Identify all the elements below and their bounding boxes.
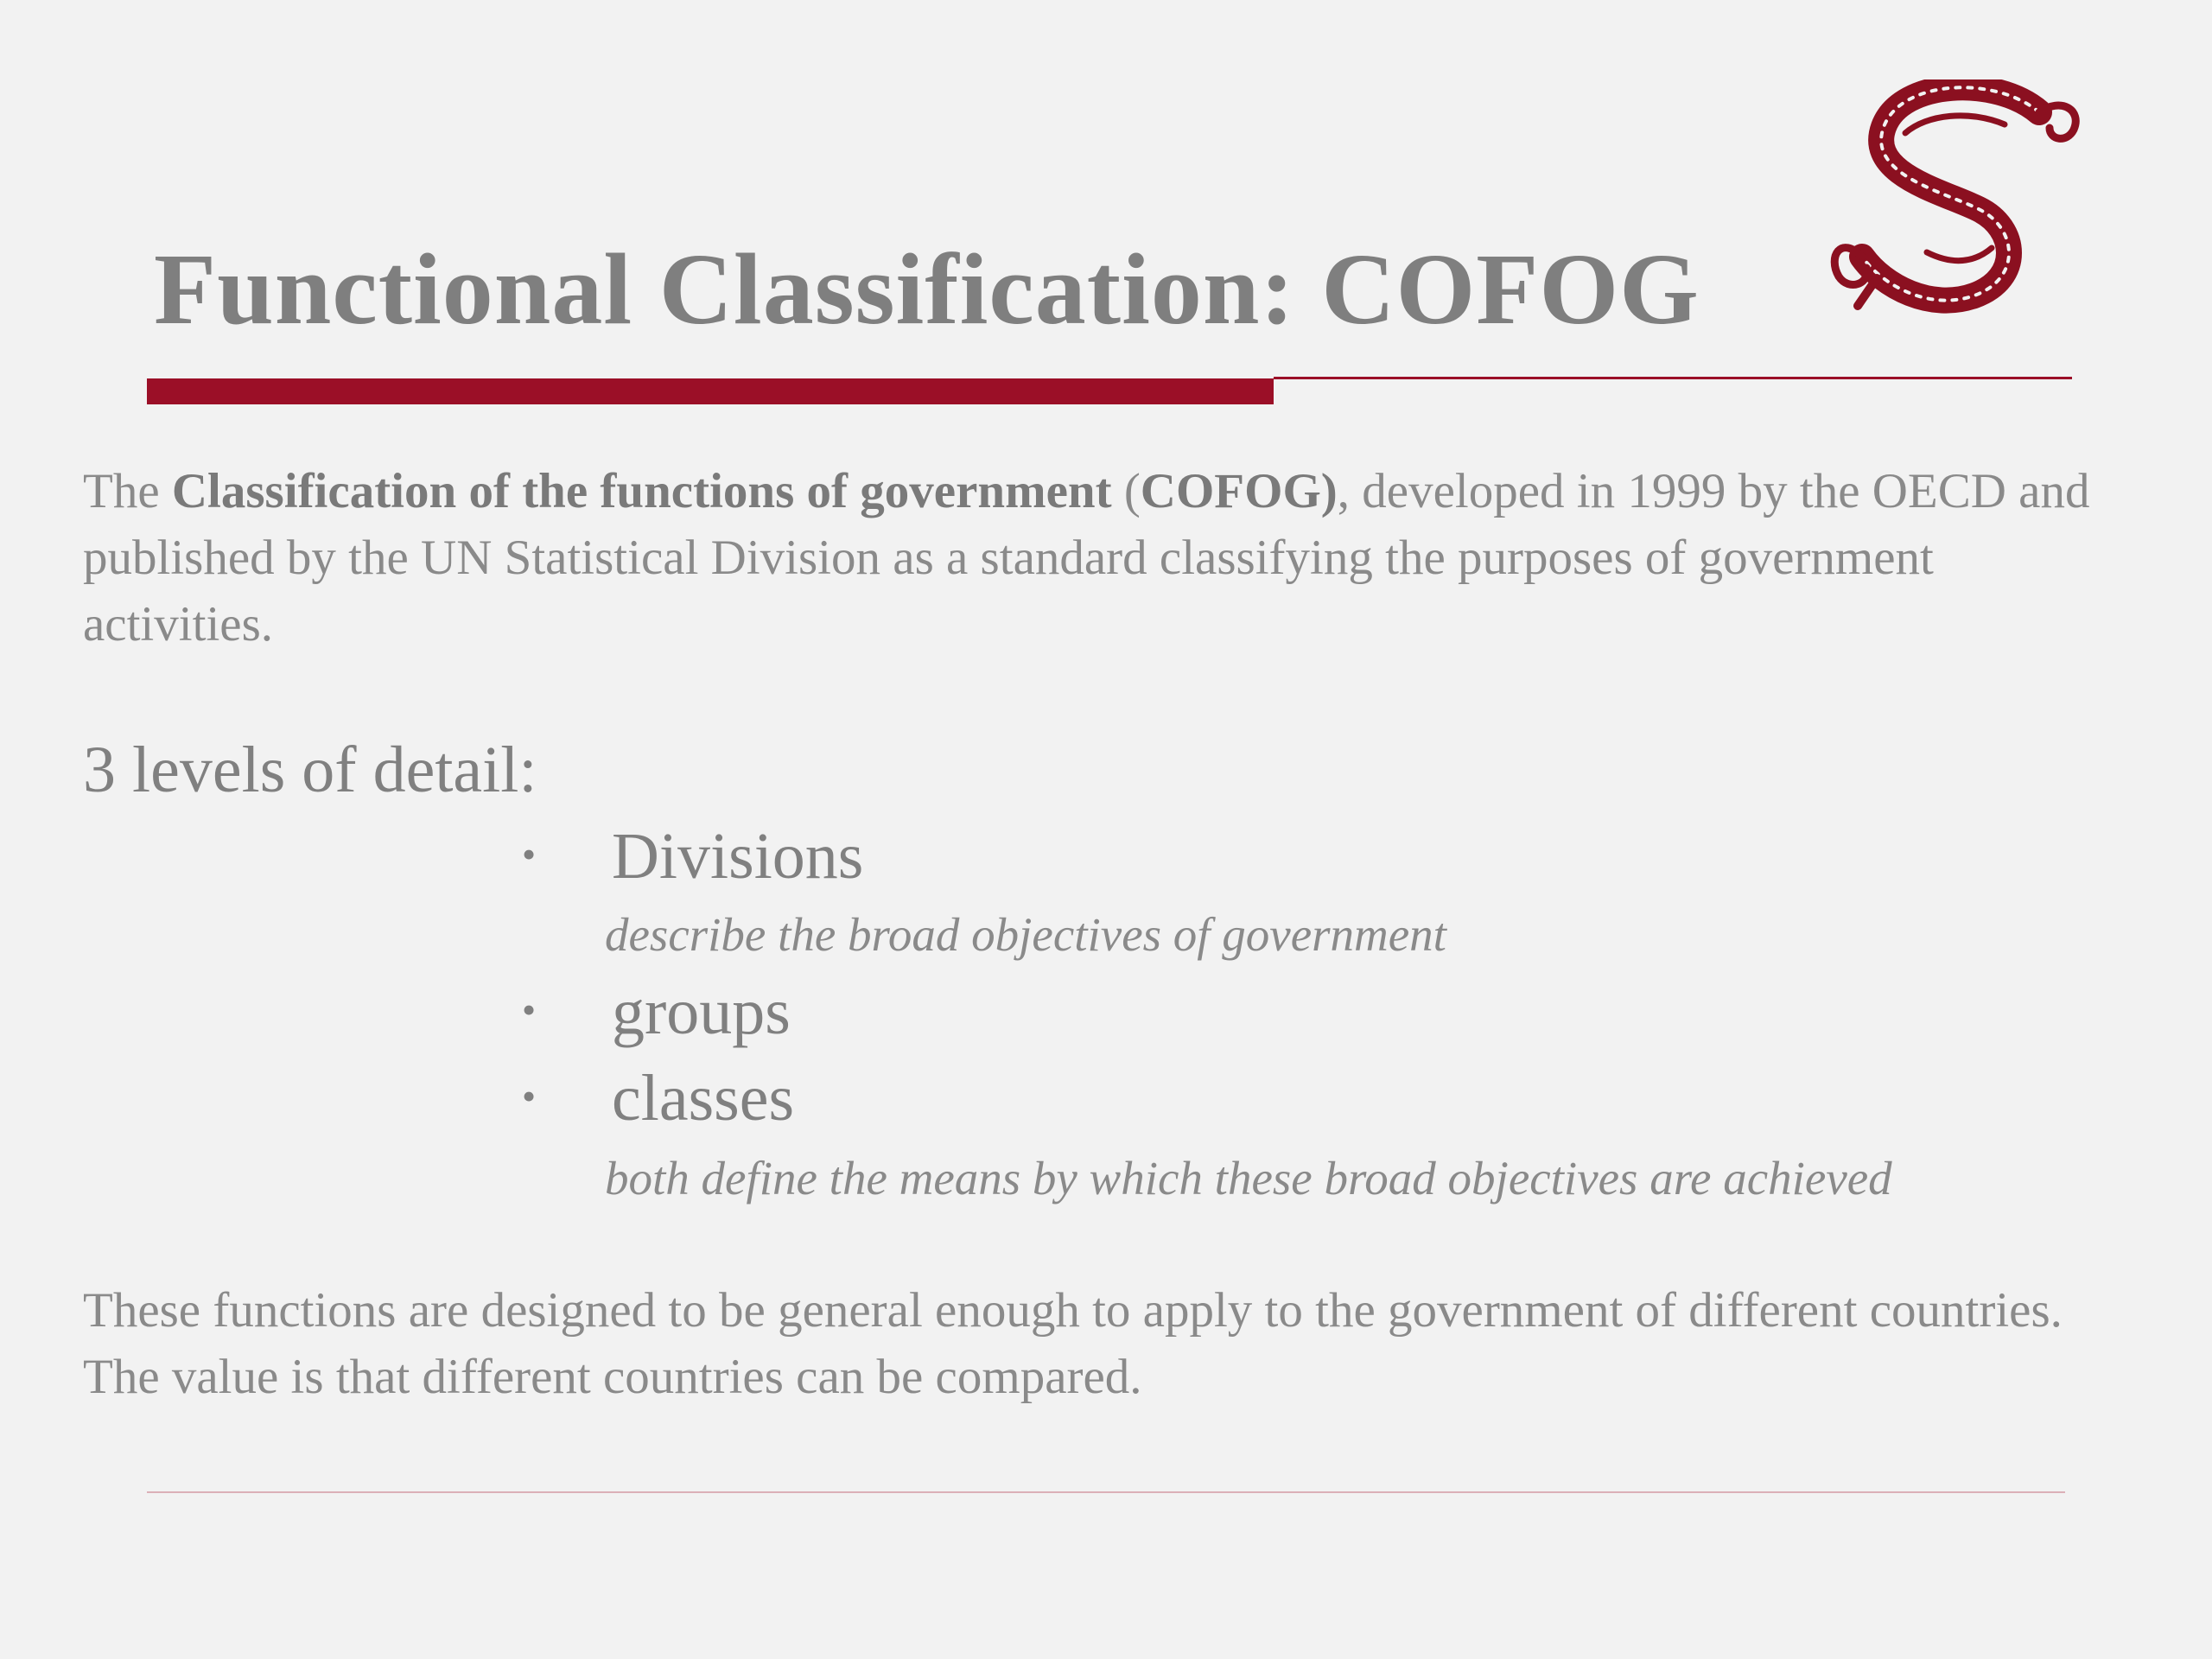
intro-term: Classification of the functions of government xyxy=(171,464,1112,518)
footer-divider xyxy=(147,1491,2065,1493)
slide-title: Functional Classification: COFOG xyxy=(154,232,1700,346)
intro-open-paren: ( xyxy=(1111,464,1141,518)
ornamental-s-monogram-icon xyxy=(1823,79,2100,321)
intro-abbreviation: COFOG) xyxy=(1140,464,1338,518)
bullet-icon: • xyxy=(522,1074,537,1118)
level-note-divisions: describe the broad objectives of government xyxy=(605,908,1446,961)
intro-paragraph xyxy=(83,458,2096,658)
level-note-classes: both define the means by which these broad objectives are achieved xyxy=(605,1152,1892,1205)
outro-paragraph: These functions are designed to be general enough to apply to the government of different countries. The value is that different countries can be compared. xyxy=(83,1283,2063,1404)
bullet-icon: • xyxy=(522,988,537,1032)
title-underline-thin xyxy=(1274,377,2072,379)
title-underline-thick xyxy=(147,378,1274,404)
level-item-classes: classes xyxy=(612,1062,795,1135)
levels-heading: 3 levels of detail: xyxy=(83,734,537,806)
intro-suffix: , developed in 1999 by the OECD and published by the UN Statistical Division as a standard classifying the purposes of government activities. xyxy=(83,464,2090,652)
bullet-icon: • xyxy=(522,832,537,876)
intro-prefix: The xyxy=(83,464,172,518)
level-item-divisions: Divisions xyxy=(612,820,864,893)
level-item-groups: groups xyxy=(612,976,791,1048)
